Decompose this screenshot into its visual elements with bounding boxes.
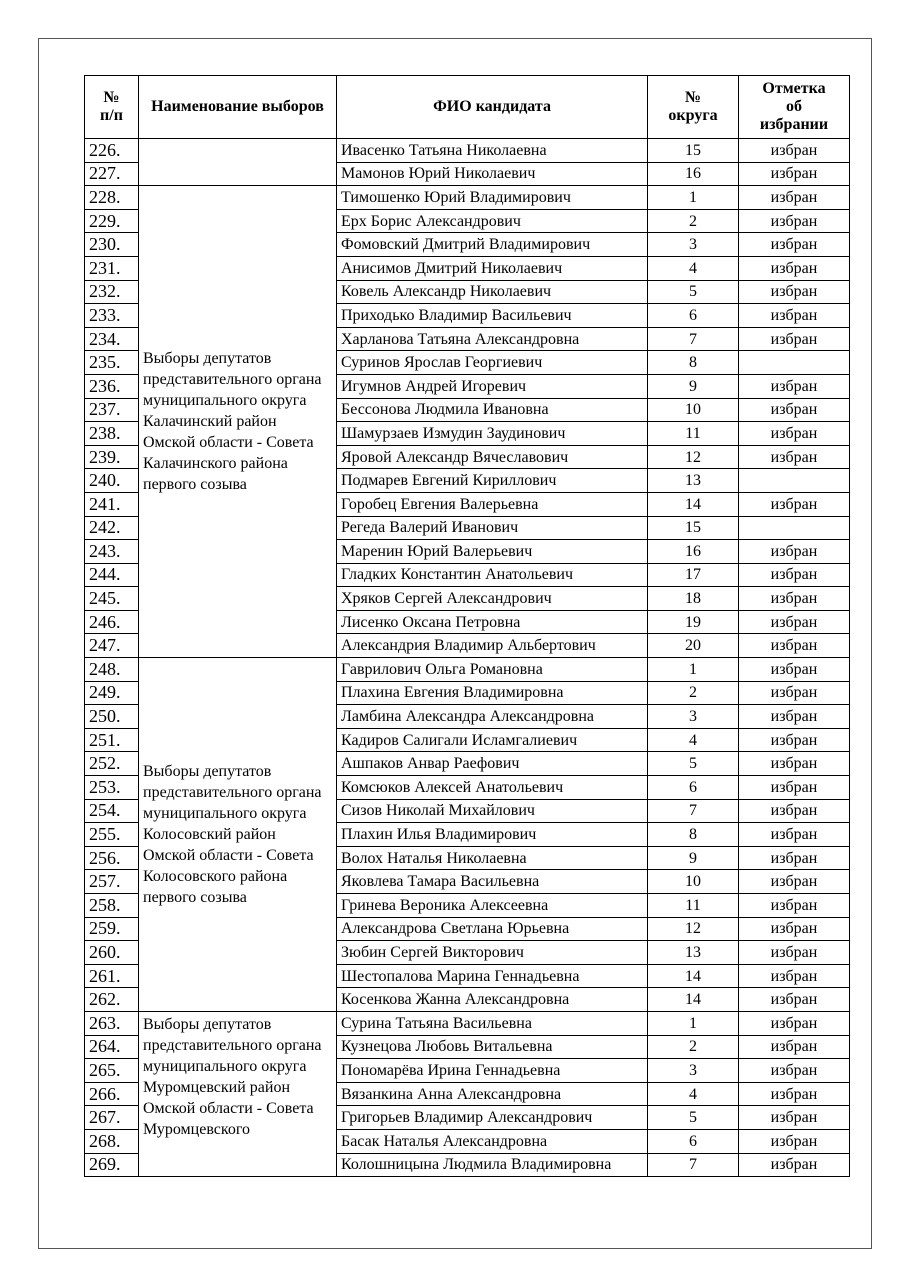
district-number: 17 — [648, 563, 739, 587]
district-number: 14 — [648, 492, 739, 516]
header-candidate: ФИО кандидата — [337, 76, 648, 139]
row-number: 229. — [85, 209, 139, 233]
district-number: 10 — [648, 870, 739, 894]
candidate-name: Кузнецова Любовь Витальевна — [337, 1035, 648, 1059]
candidate-name: Сурина Татьяна Васильевна — [337, 1011, 648, 1035]
candidate-name: Гаврилович Ольга Романовна — [337, 658, 648, 682]
row-number: 253. — [85, 776, 139, 800]
election-mark: избран — [739, 563, 850, 587]
district-number: 13 — [648, 469, 739, 493]
row-number: 234. — [85, 327, 139, 351]
district-number: 3 — [648, 1059, 739, 1083]
district-number: 2 — [648, 209, 739, 233]
district-number: 4 — [648, 1082, 739, 1106]
election-results-table — [84, 75, 850, 1177]
district-number: 18 — [648, 587, 739, 611]
row-number: 245. — [85, 587, 139, 611]
district-number: 4 — [648, 728, 739, 752]
row-number: 231. — [85, 256, 139, 280]
table-row — [85, 139, 850, 163]
candidate-name: Плахина Евгения Владимировна — [337, 681, 648, 705]
district-number: 15 — [648, 139, 739, 163]
candidate-name: Сизов Николай Михайлович — [337, 799, 648, 823]
election-mark: избран — [739, 894, 850, 918]
row-number: 265. — [85, 1059, 139, 1083]
district-number: 2 — [648, 681, 739, 705]
row-number: 235. — [85, 351, 139, 375]
row-number: 240. — [85, 469, 139, 493]
candidate-name: Анисимов Дмитрий Николаевич — [337, 256, 648, 280]
election-mark: избран — [739, 870, 850, 894]
row-number: 239. — [85, 445, 139, 469]
row-number: 250. — [85, 705, 139, 729]
election-mark: избран — [739, 728, 850, 752]
district-number: 5 — [648, 280, 739, 304]
row-number: 237. — [85, 398, 139, 422]
district-number: 6 — [648, 1129, 739, 1153]
header-election-mark: Отметка об избрании — [739, 76, 850, 139]
district-number: 19 — [648, 610, 739, 634]
election-mark — [739, 516, 850, 540]
table-row — [85, 186, 850, 210]
election-mark — [739, 351, 850, 375]
row-number: 252. — [85, 752, 139, 776]
election-mark: избран — [739, 1106, 850, 1130]
candidate-name: Мамонов Юрий Николаевич — [337, 162, 648, 186]
election-mark: избран — [739, 422, 850, 446]
district-number: 4 — [648, 256, 739, 280]
district-number: 8 — [648, 351, 739, 375]
election-mark: избран — [739, 209, 850, 233]
district-number: 1 — [648, 658, 739, 682]
table-row — [85, 1011, 850, 1035]
election-name: Выборы депутатов представительного органа муниципального округа Калачинский район Омской области - Совета Калачинского района первого созыва — [139, 186, 337, 658]
row-number: 249. — [85, 681, 139, 705]
election-mark: избран — [739, 280, 850, 304]
candidate-name: Шамурзаев Измудин Заудинович — [337, 422, 648, 446]
row-number: 268. — [85, 1129, 139, 1153]
row-number: 261. — [85, 964, 139, 988]
candidate-name: Зюбин Сергей Викторович — [337, 941, 648, 965]
candidate-name: Игумнов Андрей Игоревич — [337, 374, 648, 398]
row-number: 233. — [85, 304, 139, 328]
district-number: 9 — [648, 846, 739, 870]
row-number: 230. — [85, 233, 139, 257]
row-number: 254. — [85, 799, 139, 823]
district-number: 10 — [648, 398, 739, 422]
district-number: 7 — [648, 327, 739, 351]
election-mark: избран — [739, 752, 850, 776]
election-mark: избран — [739, 1082, 850, 1106]
election-mark: избран — [739, 799, 850, 823]
header-number: № п/п — [85, 76, 139, 139]
election-mark: избран — [739, 705, 850, 729]
row-number: 255. — [85, 823, 139, 847]
district-number: 11 — [648, 422, 739, 446]
district-number: 1 — [648, 186, 739, 210]
election-name — [139, 139, 337, 186]
election-mark: избран — [739, 374, 850, 398]
election-mark: избран — [739, 492, 850, 516]
election-mark: избран — [739, 162, 850, 186]
election-mark: избран — [739, 1153, 850, 1177]
election-mark: избран — [739, 398, 850, 422]
district-number: 11 — [648, 894, 739, 918]
row-number: 228. — [85, 186, 139, 210]
row-number: 244. — [85, 563, 139, 587]
district-number: 15 — [648, 516, 739, 540]
row-number: 238. — [85, 422, 139, 446]
election-mark: избран — [739, 1059, 850, 1083]
election-name: Выборы депутатов представительного органа муниципального округа Колосовский район Омской области - Совета Колосовского района первого созыва — [139, 658, 337, 1012]
candidate-name: Подмарев Евгений Кириллович — [337, 469, 648, 493]
row-number: 269. — [85, 1153, 139, 1177]
candidate-name: Горобец Евгения Валерьевна — [337, 492, 648, 516]
election-mark: избран — [739, 587, 850, 611]
election-mark: избран — [739, 658, 850, 682]
election-mark: избран — [739, 1129, 850, 1153]
table-header — [85, 76, 850, 139]
district-number: 12 — [648, 917, 739, 941]
row-number: 266. — [85, 1082, 139, 1106]
row-number: 243. — [85, 540, 139, 564]
row-number: 258. — [85, 894, 139, 918]
candidate-name: Ивасенко Татьяна Николаевна — [337, 139, 648, 163]
row-number: 259. — [85, 917, 139, 941]
election-mark: избран — [739, 186, 850, 210]
row-number: 247. — [85, 634, 139, 658]
election-mark: избран — [739, 1035, 850, 1059]
candidate-name: Колошницына Людмила Владимировна — [337, 1153, 648, 1177]
election-mark: избран — [739, 823, 850, 847]
district-number: 8 — [648, 823, 739, 847]
candidate-name: Фомовский Дмитрий Владимирович — [337, 233, 648, 257]
header-district: № округа — [648, 76, 739, 139]
row-number: 227. — [85, 162, 139, 186]
candidate-name: Яковлева Тамара Васильевна — [337, 870, 648, 894]
candidate-name: Маренин Юрий Валерьевич — [337, 540, 648, 564]
district-number: 6 — [648, 304, 739, 328]
row-number: 241. — [85, 492, 139, 516]
candidate-name: Хряков Сергей Александрович — [337, 587, 648, 611]
candidate-name: Волох Наталья Николаевна — [337, 846, 648, 870]
candidate-name: Комсюков Алексей Анатольевич — [337, 776, 648, 800]
candidate-name: Шестопалова Марина Геннадьевна — [337, 964, 648, 988]
candidate-name: Григорьев Владимир Александрович — [337, 1106, 648, 1130]
candidate-name: Ламбина Александра Александровна — [337, 705, 648, 729]
candidate-name: Лисенко Оксана Петровна — [337, 610, 648, 634]
candidate-name: Пономарёва Ирина Геннадьевна — [337, 1059, 648, 1083]
election-mark: избран — [739, 917, 850, 941]
row-number: 251. — [85, 728, 139, 752]
district-number: 16 — [648, 162, 739, 186]
row-number: 260. — [85, 941, 139, 965]
election-mark: избран — [739, 540, 850, 564]
district-number: 7 — [648, 1153, 739, 1177]
table-body — [85, 139, 850, 1177]
header-election: Наименование выборов — [139, 76, 337, 139]
election-mark: избран — [739, 233, 850, 257]
district-number: 2 — [648, 1035, 739, 1059]
district-number: 14 — [648, 988, 739, 1012]
row-number: 264. — [85, 1035, 139, 1059]
district-number: 6 — [648, 776, 739, 800]
row-number: 267. — [85, 1106, 139, 1130]
election-mark: избран — [739, 846, 850, 870]
election-mark: избран — [739, 988, 850, 1012]
election-mark: избран — [739, 681, 850, 705]
candidate-name: Ковель Александр Николаевич — [337, 280, 648, 304]
candidate-name: Бессонова Людмила Ивановна — [337, 398, 648, 422]
candidate-name: Яровой Александр Вячеславович — [337, 445, 648, 469]
election-mark: избран — [739, 304, 850, 328]
district-number: 16 — [648, 540, 739, 564]
candidate-name: Косенкова Жанна Александровна — [337, 988, 648, 1012]
election-mark — [739, 469, 850, 493]
district-number: 3 — [648, 233, 739, 257]
election-mark: избран — [739, 1011, 850, 1035]
election-mark: избран — [739, 445, 850, 469]
candidate-name: Ерх Борис Александрович — [337, 209, 648, 233]
district-number: 5 — [648, 1106, 739, 1130]
election-name: Выборы депутатов представительного органа муниципального округа Муромцевский район Омской области - Совета Муромцевского — [139, 1011, 337, 1176]
row-number: 246. — [85, 610, 139, 634]
candidate-name: Вязанкина Анна Александровна — [337, 1082, 648, 1106]
row-number: 262. — [85, 988, 139, 1012]
candidate-name: Гринева Вероника Алексеевна — [337, 894, 648, 918]
election-mark: избран — [739, 610, 850, 634]
election-mark: избран — [739, 634, 850, 658]
election-mark: избран — [739, 256, 850, 280]
district-number: 14 — [648, 964, 739, 988]
district-number: 13 — [648, 941, 739, 965]
district-number: 3 — [648, 705, 739, 729]
election-mark: избран — [739, 327, 850, 351]
row-number: 257. — [85, 870, 139, 894]
candidate-name: Суринов Ярослав Георгиевич — [337, 351, 648, 375]
table-row — [85, 658, 850, 682]
row-number: 248. — [85, 658, 139, 682]
candidate-name: Плахин Илья Владимирович — [337, 823, 648, 847]
election-mark: избран — [739, 139, 850, 163]
election-mark: избран — [739, 941, 850, 965]
row-number: 242. — [85, 516, 139, 540]
row-number: 232. — [85, 280, 139, 304]
district-number: 9 — [648, 374, 739, 398]
district-number: 12 — [648, 445, 739, 469]
row-number: 256. — [85, 846, 139, 870]
election-mark: избран — [739, 964, 850, 988]
row-number: 226. — [85, 139, 139, 163]
candidate-name: Тимошенко Юрий Владимирович — [337, 186, 648, 210]
candidate-name: Гладких Константин Анатольевич — [337, 563, 648, 587]
row-number: 236. — [85, 374, 139, 398]
district-number: 20 — [648, 634, 739, 658]
candidate-name: Приходько Владимир Васильевич — [337, 304, 648, 328]
district-number: 7 — [648, 799, 739, 823]
district-number: 1 — [648, 1011, 739, 1035]
candidate-name: Ашпаков Анвар Раефович — [337, 752, 648, 776]
election-mark: избран — [739, 776, 850, 800]
district-number: 5 — [648, 752, 739, 776]
candidate-name: Басак Наталья Александровна — [337, 1129, 648, 1153]
candidate-name: Александрия Владимир Альбертович — [337, 634, 648, 658]
candidate-name: Кадиров Салигали Исламгалиевич — [337, 728, 648, 752]
candidate-name: Александрова Светлана Юрьевна — [337, 917, 648, 941]
candidate-name: Регеда Валерий Иванович — [337, 516, 648, 540]
row-number: 263. — [85, 1011, 139, 1035]
candidate-name: Харланова Татьяна Александровна — [337, 327, 648, 351]
